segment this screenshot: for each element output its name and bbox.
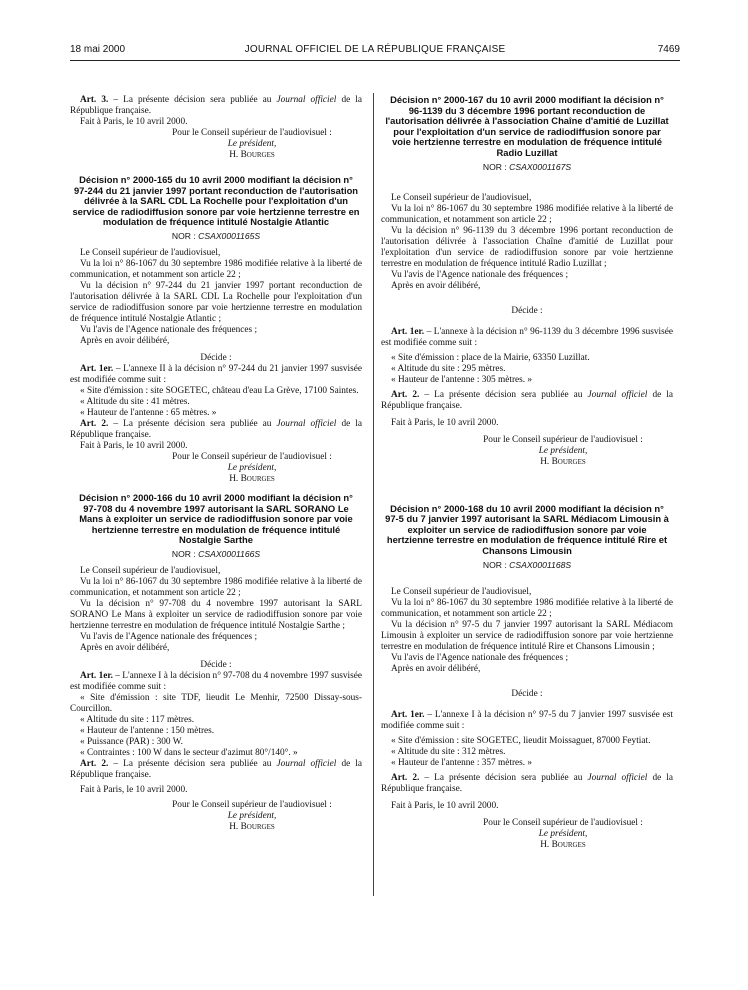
visa-decision: Vu la décision n° 96-1139 du 3 décembre 1996 portant reconduction de l'autorisation délivrée à l'association Chaîne d'amitié de Luzillat pour l'exploitation d'un service de radiodiffusion sonore par voie hertzienne terrestre en modulation de fréquence intitulé Radio Luzillat ; — [381, 225, 673, 269]
quote-hauteur: « Hauteur de l'antenne : 305 mètres. » — [391, 374, 533, 385]
quote-hauteur: « Hauteur de l'antenne : 65 mètres. » — [80, 407, 217, 418]
article-1: Art. 1er. – L'annexe I à la décision n° 97-5 du 7 janvier 1997 susvisée est modifiée comme suit : — [381, 709, 673, 731]
deliberation: Après en avoir délibéré, — [80, 335, 170, 346]
fait-a-paris: Fait à Paris, le 10 avril 2000. — [391, 800, 499, 811]
signature-pour: Pour le Conseil supérieur de l'audiovisuel : — [172, 451, 332, 462]
signature-name: H. Bourges — [229, 150, 275, 160]
decide-heading: Décide : — [200, 352, 232, 363]
quote-site: « Site d'émission : site TDF, lieudit Le Menhir, 72500 Dissay-sous-Courcillon. — [70, 692, 362, 714]
article-1: Art. 1er. – L'annexe I à la décision n° 97-708 du 4 novembre 1997 susvisée est modifiée comme suit : — [70, 670, 362, 692]
deliberation: Après en avoir délibéré, — [391, 280, 481, 291]
visa-loi: Vu la loi n° 86-1067 du 30 septembre 1986 modifiée relative à la liberté de communication, et notamment son article 22 ; — [70, 258, 362, 280]
article-2: Art. 2. – La présente décision sera publiée au Journal officiel de la République française. — [70, 758, 363, 780]
visa-conseil: Le Conseil supérieur de l'audiovisuel, — [80, 247, 221, 258]
fait-a-paris: Fait à Paris, le 10 avril 2000. — [80, 440, 188, 451]
quote-altitude: « Altitude du site : 295 mètres. — [391, 363, 506, 374]
decision-title: Décision n° 2000-166 du 10 avril 2000 modifiant la décision n° 97-708 du 4 novembre 1997 autorisant la SARL SORANO Le Mans à exploiter un service de radiodiffusion sonore par voie hertzienne terrestre en modulation de fréquence intitulé Nostalgie Sarthe — [79, 491, 353, 546]
nor-reference: NOR : CSAX0001167S — [482, 161, 572, 172]
right-column — [381, 95, 673, 851]
signature-name: H. Bourges — [229, 821, 275, 832]
signature-president: Le président, — [227, 462, 277, 473]
signature-pour: Pour le Conseil supérieur de l'audiovisuel : — [483, 434, 643, 445]
nor-reference: NOR : CSAX0001168S — [482, 559, 572, 570]
visa-agence: Vu l'avis de l'Agence nationale des fréquences ; — [80, 324, 258, 335]
visa-decision: Vu la décision n° 97-708 du 4 novembre 1997 autorisant la SARL SORANO Le Mans à exploiter un service de radiodiffusion sonore par voie hertzienne terrestre en modulation de fréquence intitulé Nostalgie Sarthe ; — [70, 598, 362, 631]
article-2: Art. 2. – La présente décision sera publiée au Journal officiel de la République française. — [381, 772, 674, 794]
signature-name: H. Bourges — [540, 839, 586, 850]
signature-president: Le président, — [538, 828, 588, 839]
quote-contraintes: « Contraintes : 100 W dans le secteur d'azimut 80°/140°. » — [80, 747, 298, 758]
previous-decision-tail — [70, 95, 362, 161]
journal-title: JOURNAL OFFICIEL DE LA RÉPUBLIQUE FRANÇAISE — [244, 44, 506, 55]
signature-president: Le président, — [538, 445, 588, 456]
quote-site: « Site d'émission : site SOGETEC, lieudit Moissaguet, 87000 Feytiat. — [391, 735, 651, 746]
decide-heading: Décide : — [511, 305, 543, 316]
fait-a-paris: Fait à Paris, le 10 avril 2000. — [80, 784, 188, 795]
quote-puissance: « Puissance (PAR) : 300 W. — [80, 736, 183, 747]
decision-title: Décision n° 2000-165 du 10 avril 2000 modifiant la décision n° 97-244 du 21 janvier 1997 portant reconduction de l'autorisation délivrée à la SARL CDL La Rochelle pour l'exploitation d'un service de radiodiffusion sonore par voie hertzienne terrestre en modulation de fréquence intitulé Nostalgie Atlantic — [72, 174, 360, 228]
visa-conseil: Le Conseil supérieur de l'audiovisuel, — [391, 586, 532, 597]
decision-166 — [70, 493, 362, 833]
decision-167 — [381, 95, 673, 468]
visa-loi: Vu la loi n° 86-1067 du 30 septembre 1986 modifiée relative à la liberté de communication, et notamment son article 22 ; — [70, 576, 362, 598]
fait-a-paris: Fait à Paris, le 10 avril 2000. — [80, 117, 188, 127]
signature-pour: Pour le Conseil supérieur de l'audiovisuel : — [172, 128, 332, 138]
signature-president: Le président, — [227, 139, 277, 149]
visa-conseil: Le Conseil supérieur de l'audiovisuel, — [80, 565, 221, 576]
page-number: 7469 — [657, 44, 680, 55]
signature-pour: Pour le Conseil supérieur de l'audiovisuel : — [172, 799, 332, 810]
signature-president: Le président, — [227, 810, 277, 821]
nor-reference: NOR : CSAX0001165S — [171, 230, 261, 241]
visa-agence: Vu l'avis de l'Agence nationale des fréquences ; — [391, 652, 569, 663]
deliberation: Après en avoir délibéré, — [391, 663, 481, 674]
deliberation: Après en avoir délibéré, — [80, 642, 170, 653]
visa-loi: Vu la loi n° 86-1067 du 30 septembre 1986 modifiée relative à la liberté de communication, et notamment son article 22 ; — [381, 597, 673, 619]
signature-name: H. Bourges — [540, 456, 586, 467]
quote-altitude: « Altitude du site : 117 mètres. — [80, 714, 195, 725]
decision-165 — [70, 175, 362, 485]
quote-hauteur: « Hauteur de l'antenne : 150 mètres. — [80, 725, 215, 736]
article-2: Art. 2. – La présente décision sera publiée au Journal officiel de la République française. — [381, 389, 674, 411]
nor-reference: NOR : CSAX0001166S — [171, 548, 261, 559]
article-1: Art. 1er. – L'annexe à la décision n° 96-1139 du 3 décembre 1996 susvisée est modifiée comme suit : — [381, 326, 673, 348]
article-3: Art. 3. – La présente décision sera publiée au Journal officiel de la République française. — [70, 95, 363, 116]
column-divider — [373, 93, 374, 896]
visa-decision: Vu la décision n° 97-244 du 21 janvier 1997 portant reconduction de l'autorisation délivrée à la SARL CDL La Rochelle pour l'exploitation d'un service de radiodiffusion sonore par voie hertzienne terrestre en modulation de fréquence intitulé Nostalgie Atlantic ; — [70, 280, 362, 324]
decide-heading: Décide : — [200, 659, 232, 670]
visa-agence: Vu l'avis de l'Agence nationale des fréquences ; — [391, 269, 569, 280]
decision-168 — [381, 504, 673, 851]
quote-site: « Site d'émission : place de la Mairie, 63350 Luzillat. — [391, 352, 590, 363]
decision-title: Décision n° 2000-167 du 10 avril 2000 modifiant la décision n° 96-1139 du 3 décembre 1996 portant reconduction de l'autorisation délivrée à l'association Chaîne d'amitié de Luzillat pour l'exploitation d'un service de radiodiffusion sonore par voie hertzienne terrestre en modulation de fréquence intitulé Radio Luzillat — [385, 94, 669, 158]
visa-decision: Vu la décision n° 97-5 du 7 janvier 1997 autorisant la SARL Médiacom Limousin à exploiter un service de radiodiffusion sonore par voie hertzienne terrestre en modulation de fréquence intitulé Rire et Chansons Limousin ; — [381, 619, 673, 652]
article-1: Art. 1er. – L'annexe II à la décision n° 97-244 du 21 janvier 1997 susvisée est modifiée comme suit : — [70, 363, 362, 385]
signature-name: H. Bourges — [229, 473, 275, 484]
visa-agence: Vu l'avis de l'Agence nationale des fréquences ; — [80, 631, 258, 642]
article-2: Art. 2. – La présente décision sera publiée au Journal officiel de la République française. — [70, 418, 363, 440]
quote-altitude: « Altitude du site : 41 mètres. — [80, 396, 190, 407]
left-column — [70, 95, 362, 833]
decision-title: Décision n° 2000-168 du 10 avril 2000 modifiant la décision n° 97-5 du 7 janvier 1997 autorisant la SARL Médiacom Limousin à exploiter un service de radiodiffusion sonore par voie hertzienne terrestre en modulation de fréquence intitulé Rire et Chansons Limousin — [385, 502, 669, 556]
fait-a-paris: Fait à Paris, le 10 avril 2000. — [391, 417, 499, 428]
visa-conseil: Le Conseil supérieur de l'audiovisuel, — [391, 192, 532, 203]
decide-heading: Décide : — [511, 688, 543, 699]
header-rule — [70, 60, 680, 61]
issue-date: 18 mai 2000 — [70, 44, 126, 55]
page-header — [70, 44, 680, 58]
quote-site: « Site d'émission : site SOGETEC, château d'eau La Grève, 17100 Saintes. — [80, 385, 359, 396]
visa-loi: Vu la loi n° 86-1067 du 30 septembre 1986 modifiée relative à la liberté de communication, et notamment son article 22 ; — [381, 203, 673, 225]
quote-hauteur: « Hauteur de l'antenne : 357 mètres. » — [391, 757, 533, 768]
signature-pour: Pour le Conseil supérieur de l'audiovisuel : — [483, 817, 643, 828]
quote-altitude: « Altitude du site : 312 mètres. — [391, 746, 506, 757]
